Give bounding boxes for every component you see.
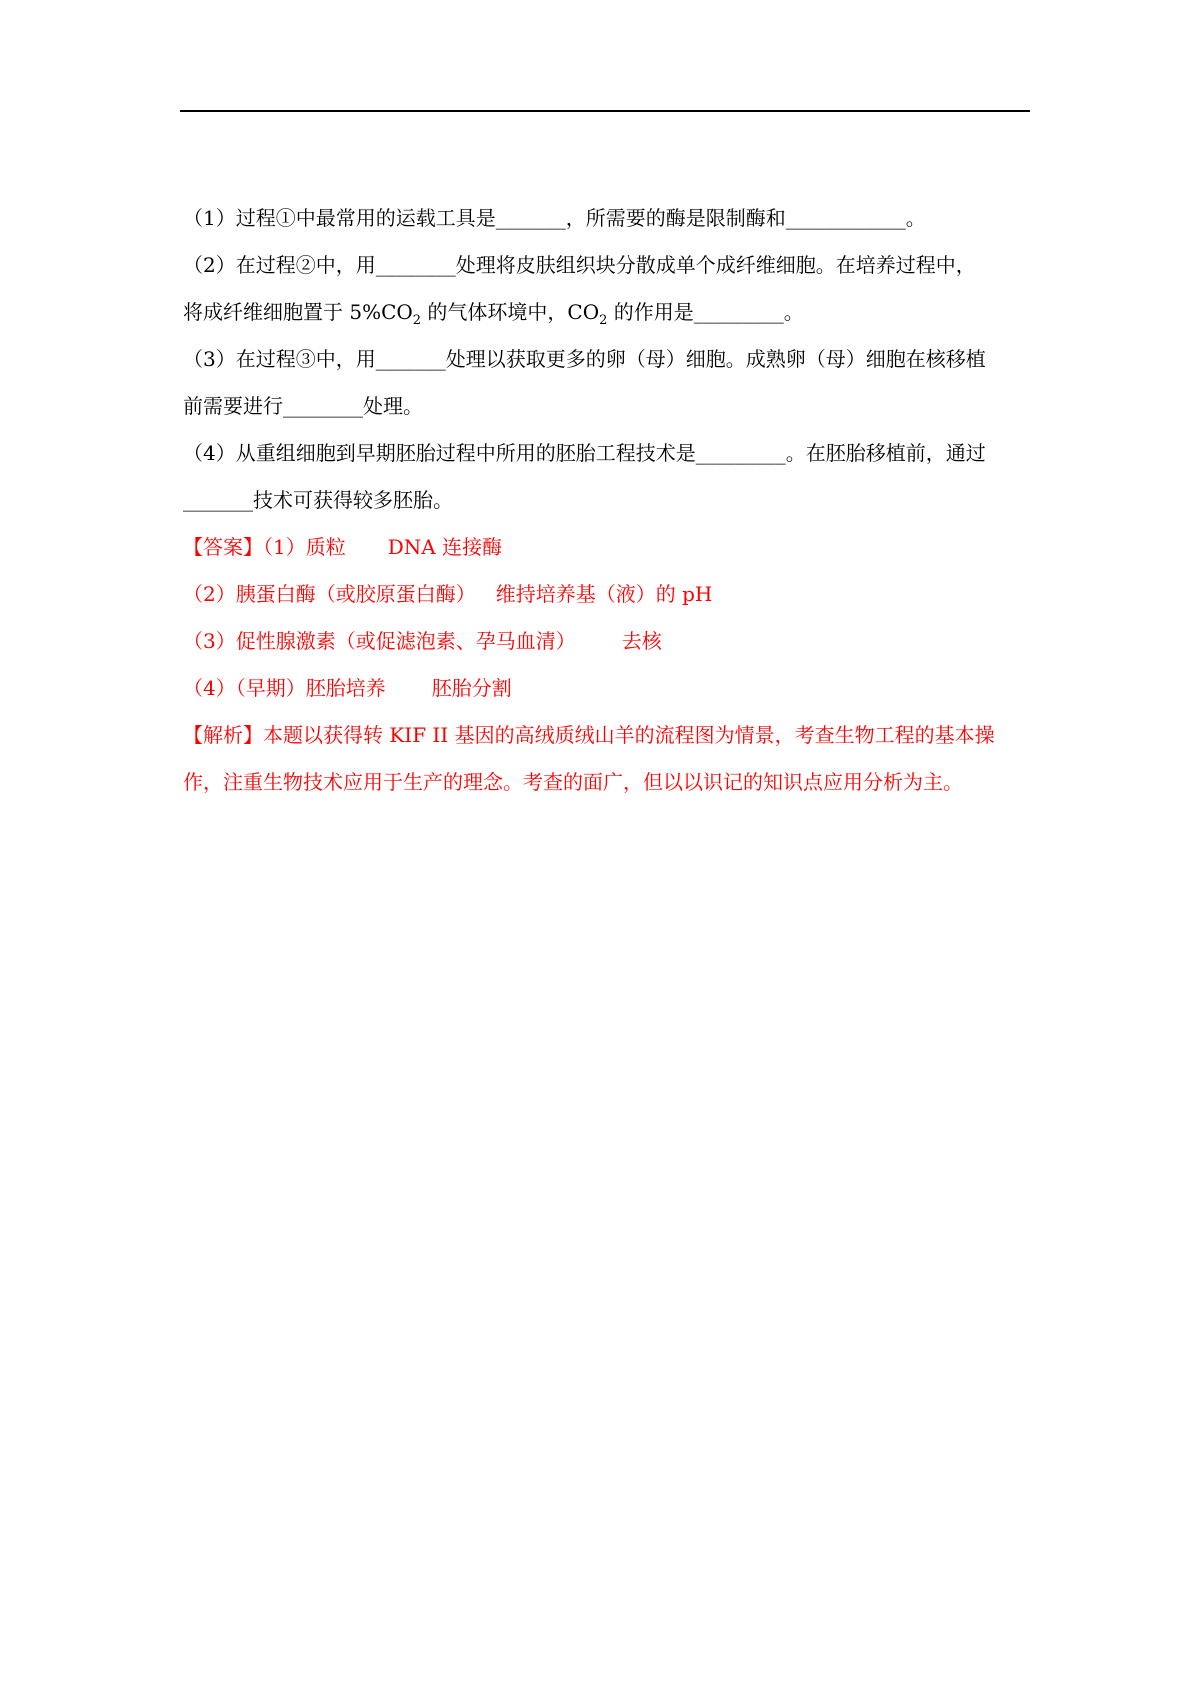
- answer-1: 【答案】（1）质粒 DNA 连接酶: [183, 535, 503, 559]
- document-body: [183, 195, 1028, 806]
- answer-2: （2）胰蛋白酶（或胶原蛋白酶） 维持培养基（液）的 pH: [183, 582, 713, 606]
- answer-4: （4）（早期）胚胎培养 胚胎分割: [183, 676, 512, 700]
- answer-3: （3）促性腺激素（或促滤泡素、孕马血清） 去核: [183, 629, 662, 653]
- question-4-line-1: （4）从重组细胞到早期胚胎过程中所用的胚胎工程技术是_________。在胚胎移植前，通过: [183, 441, 986, 465]
- question-1: （1）过程①中最常用的运载工具是_______，所需要的酶是限制酶和____________。: [183, 206, 926, 230]
- question-4-line-2: _______技术可获得较多胚胎。: [183, 488, 453, 512]
- analysis-label: 【解析】: [183, 723, 263, 747]
- analysis-line-2: 作，注重生物技术应用于生产的理念。考查的面广，但以以识记的知识点应用分析为主。: [183, 770, 963, 794]
- answer-label: 【答案】: [183, 535, 263, 559]
- question-2-line-1: （2）在过程②中，用________处理将皮肤组织块分散成单个成纤维细胞。在培养过程中，: [183, 253, 976, 277]
- question-3-line-2: 前需要进行________处理。: [183, 394, 423, 418]
- analysis-line-1: 【解析】本题以获得转 KIF II 基因的高绒质绒山羊的流程图为情景，考查生物工程的基本操: [183, 723, 995, 747]
- header-rule: [180, 110, 1030, 112]
- question-2-line-2: 将成纤维细胞置于 $5\%CO_2$ 的气体环境中，$CO_2$ 的作用是_________。: [183, 300, 804, 328]
- question-3-line-1: （3）在过程③中，用_______处理以获取更多的卵（母）细胞。成熟卵（母）细胞在核移植: [183, 347, 986, 371]
